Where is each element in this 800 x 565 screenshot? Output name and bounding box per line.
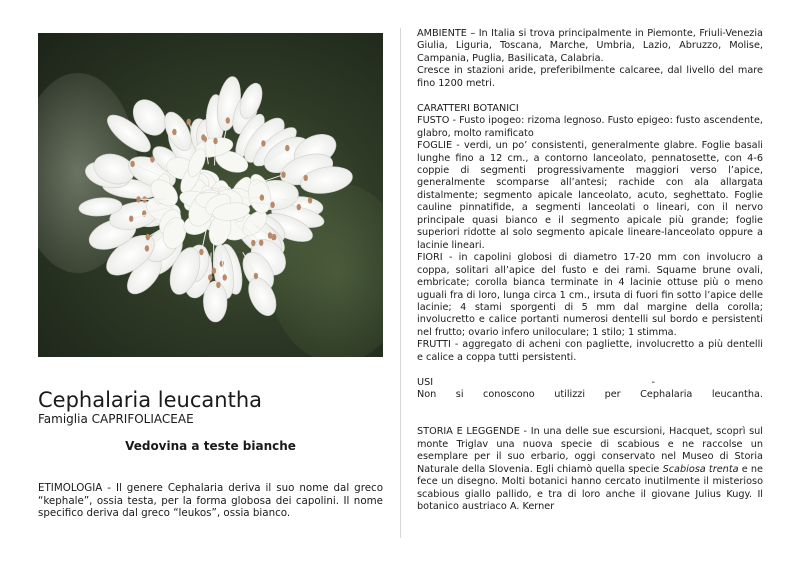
- flower-illustration: [38, 33, 383, 357]
- ambiente-text: AMBIENTE – In Italia si trova principalmente in Piemonte, Friuli-Venezia Giulia, Liguria, Toscana, Marche, Umbria, Lazio, Abruzzo, Molise, Campania, Puglia, Basilicata, Calabria.: [417, 28, 763, 64]
- usi-heading: USI: [417, 376, 434, 388]
- family-name: Famiglia CAPRIFOLIACEAE: [38, 412, 194, 426]
- scientific-name: Cephalaria leucantha: [38, 388, 263, 412]
- frutti-text: FRUTTI - aggregato di acheni con pagliette, involucretto a più dentelli e calice a coppa tutti persistenti.: [417, 339, 763, 363]
- foglie-text: FOGLIE - verdi, un po’ consistenti, generalmente glabre. Foglie basali lunghe fino a 12 cm., a contorno lanceolato, pennatosette, con 4-6 coppie di segmenti progressivamente maggiori verso l’apice, generalmente scomparse all’antesi; rachide con ala allargata distalmente; segmento apicale lanceolato, acuto, seghettato. Foglie cauline pinnatifide, a segmenti lanceolati o lineari, con il nervo principale quasi bianco e il segmento apicale più grande; foglie superiori ridotte al solo segmento apicale lineare-lanceolato oppure a lacinie lineari.: [417, 140, 763, 251]
- common-name: Vedovina a teste bianche: [125, 439, 296, 453]
- usi-heading-row: [417, 377, 763, 389]
- description-column: [417, 28, 763, 514]
- storia-text-a: STORIA E LEGGENDE - In una delle sue escursioni, Hacquet, scoprì sul monte Triglav una nuova specie di scabious e ne raccolse un esemplare per il suo erbario, oggi conservato nel Museo di Storia Naturale della Slovenia. Egli chiamò quella specie: [417, 426, 763, 475]
- flower-photo: [38, 33, 383, 357]
- usi-text: Non si conoscono utilizzi per Cephalaria leucantha.: [417, 389, 763, 401]
- usi-dash: -: [651, 376, 655, 388]
- etymology-text: ETIMOLOGIA - Il genere Cephalaria deriva il suo nome dal greco “kephale”, ossia testa, per la forma globosa dei capolini. Il nome specifico deriva dal greco “leukos”, ossia bianco.: [38, 482, 383, 520]
- storia-text: [417, 426, 763, 513]
- storia-species-italic: Scabiosa trenta: [662, 463, 739, 475]
- column-divider: [400, 28, 401, 538]
- caratteri-heading: CARATTERI BOTANICI: [417, 102, 519, 114]
- fiori-text: FIORI - in capolini globosi di diametro 17-20 mm con involucro a coppa, solitari all’apice del fusto e dei rami. Squame brune ovali, embricate; corolla bianca terminate in 4 lacinie ottuse più o meno uguali fra di loro, lunga circa 1 cm., irsuta di fuori fin sotto l’apice delle lacinie; 4 stami sporgenti di 5 mm dal margine della corolla; involucretto e calice portanti numerosi dentelli sul bordo e persistenti nel frutto; ovario infero uniloculare; 1 stilo; 1 stimma.: [417, 252, 763, 338]
- ambiente-text-2: Cresce in stazioni aride, preferibilmente calcaree, dal livello del mare fino 1200 metri.: [417, 65, 763, 89]
- fusto-text: FUSTO - Fusto ipogeo: rizoma legnoso. Fusto epigeo: fusto ascendente, glabro, molto ramificato: [417, 115, 763, 139]
- storia-text-b: e ne fece un disegno. Molti botanici hanno cercato inutilmente il misterioso scabious giallo pallido, e tra di loro anche il giovane Julius Kugy. Il botanico austriaco A. Kerner: [417, 463, 764, 513]
